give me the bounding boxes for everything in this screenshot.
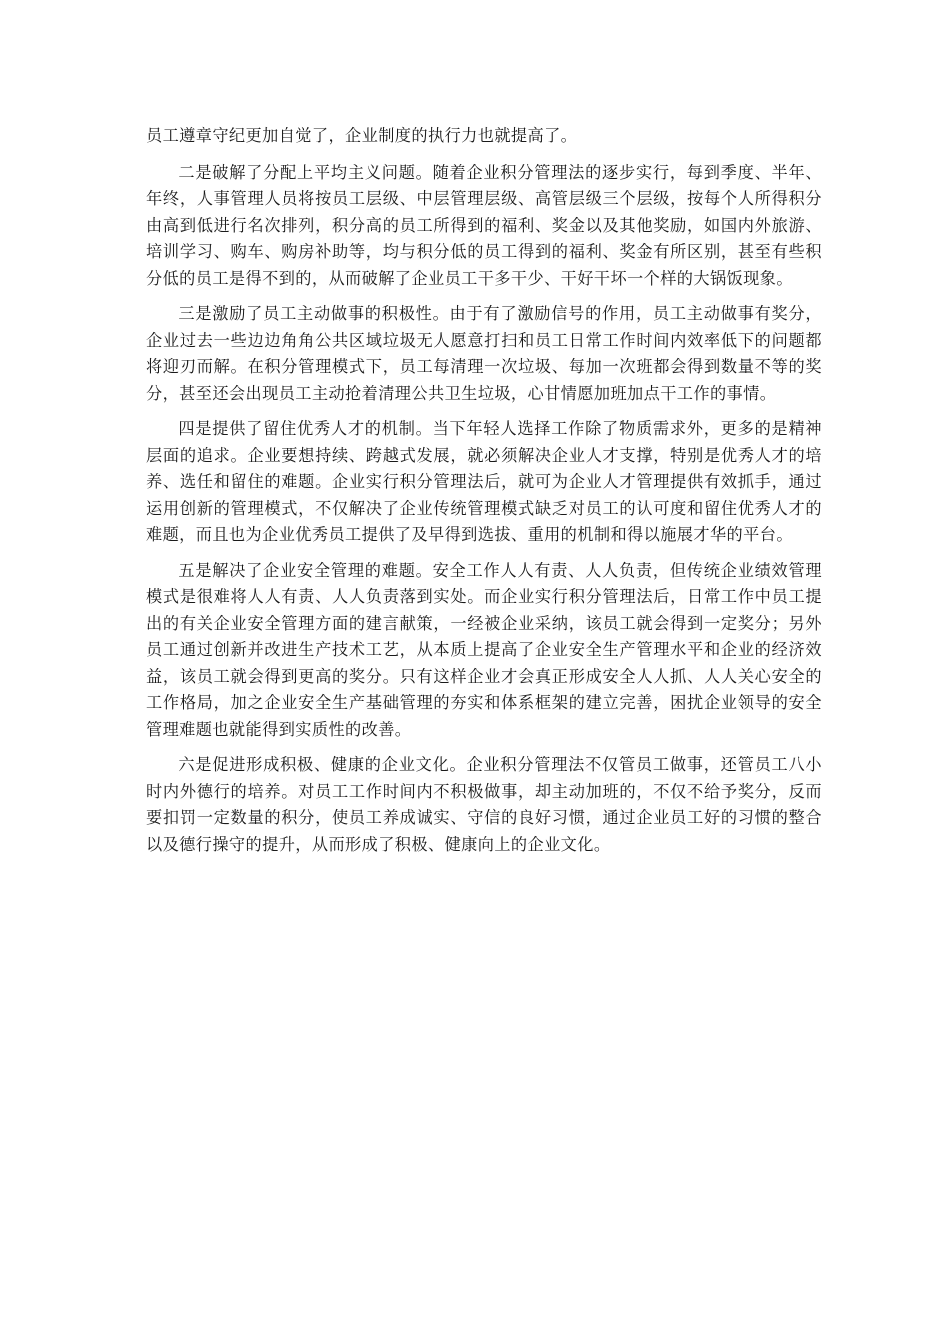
document-body bbox=[146, 123, 822, 867]
paragraph-point-five: 五是解决了企业安全管理的难题。安全工作人人有责、人人负责，但传统企业绩效管理模式是很难将人人有责、人人负责落到实处。而企业实行积分管理法后，日常工作中员工提出的有关企业安全管理方面的建言献策，一经被企业采纳，该员工就会得到一定奖分；另外员工通过创新并改进生产技术工艺，从本质上提高了企业安全生产管理水平和企业的经济效益，该员工就会得到更高的奖分。只有这样企业才会真正形成安全人人抓、人人关心安全的工作格局，加之企业安全生产基础管理的夯实和体系框架的建立完善，困扰企业领导的安全管理难题也就能得到实质性的改善。 bbox=[146, 560, 822, 739]
paragraph-point-six: 六是促进形成积极、健康的企业文化。企业积分管理法不仅管员工做事，还管员工八小时内外德行的培养。对员工工作时间内不积极做事，却主动加班的，不仅不给予奖分，反而要扣罚一定数量的积分，使员工养成诚实、守信的良好习惯，通过企业员工好的习惯的整合以及德行操守的提升，从而形成了积极、健康向上的企业文化。 bbox=[146, 755, 822, 854]
paragraph-point-four: 四是提供了留住优秀人才的机制。当下年轻人选择工作除了物质需求外，更多的是精神层面的追求。企业要想持续、跨越式发展，就必须解决企业人才支撑，特别是优秀人才的培养、选任和留住的难题。企业实行积分管理法后，就可为企业人才管理提供有效抓手，通过运用创新的管理模式，不仅解决了企业传统管理模式缺乏对员工的认可度和留住优秀人才的难题，而且也为企业优秀员工提供了及早得到选拔、重用的机制和得以施展才华的平台。 bbox=[146, 419, 822, 544]
paragraph-point-two: 二是破解了分配上平均主义问题。随着企业积分管理法的逐步实行，每到季度、半年、年终，人事管理人员将按员工层级、中层管理层级、高管层级三个层级，按每个人所得积分由高到低进行名次排列，积分高的员工所得到的福利、奖金以及其他奖励，如国内外旅游、培训学习、购车、购房补助等，均与积分低的员工得到的福利、奖金有所区别，甚至有些积分低的员工是得不到的，从而破解了企业员工干多干少、干好干坏一个样的大锅饭现象。 bbox=[146, 162, 822, 288]
paragraph-point-three: 三是激励了员工主动做事的积极性。由于有了激励信号的作用，员工主动做事有奖分，企业过去一些边边角角公共区域垃圾无人愿意打扫和员工日常工作时间内效率低下的问题都将迎刃而解。在积分管理模式下，员工每清理一次垃圾、每加一次班都会得到数量不等的奖分，甚至还会出现员工主动抢着清理公共卫生垃圾，心甘情愿加班加点干工作的事情。 bbox=[146, 304, 822, 403]
paragraph-continuation: 员工遵章守纪更加自觉了，企业制度的执行力也就提高了。 bbox=[146, 126, 578, 145]
